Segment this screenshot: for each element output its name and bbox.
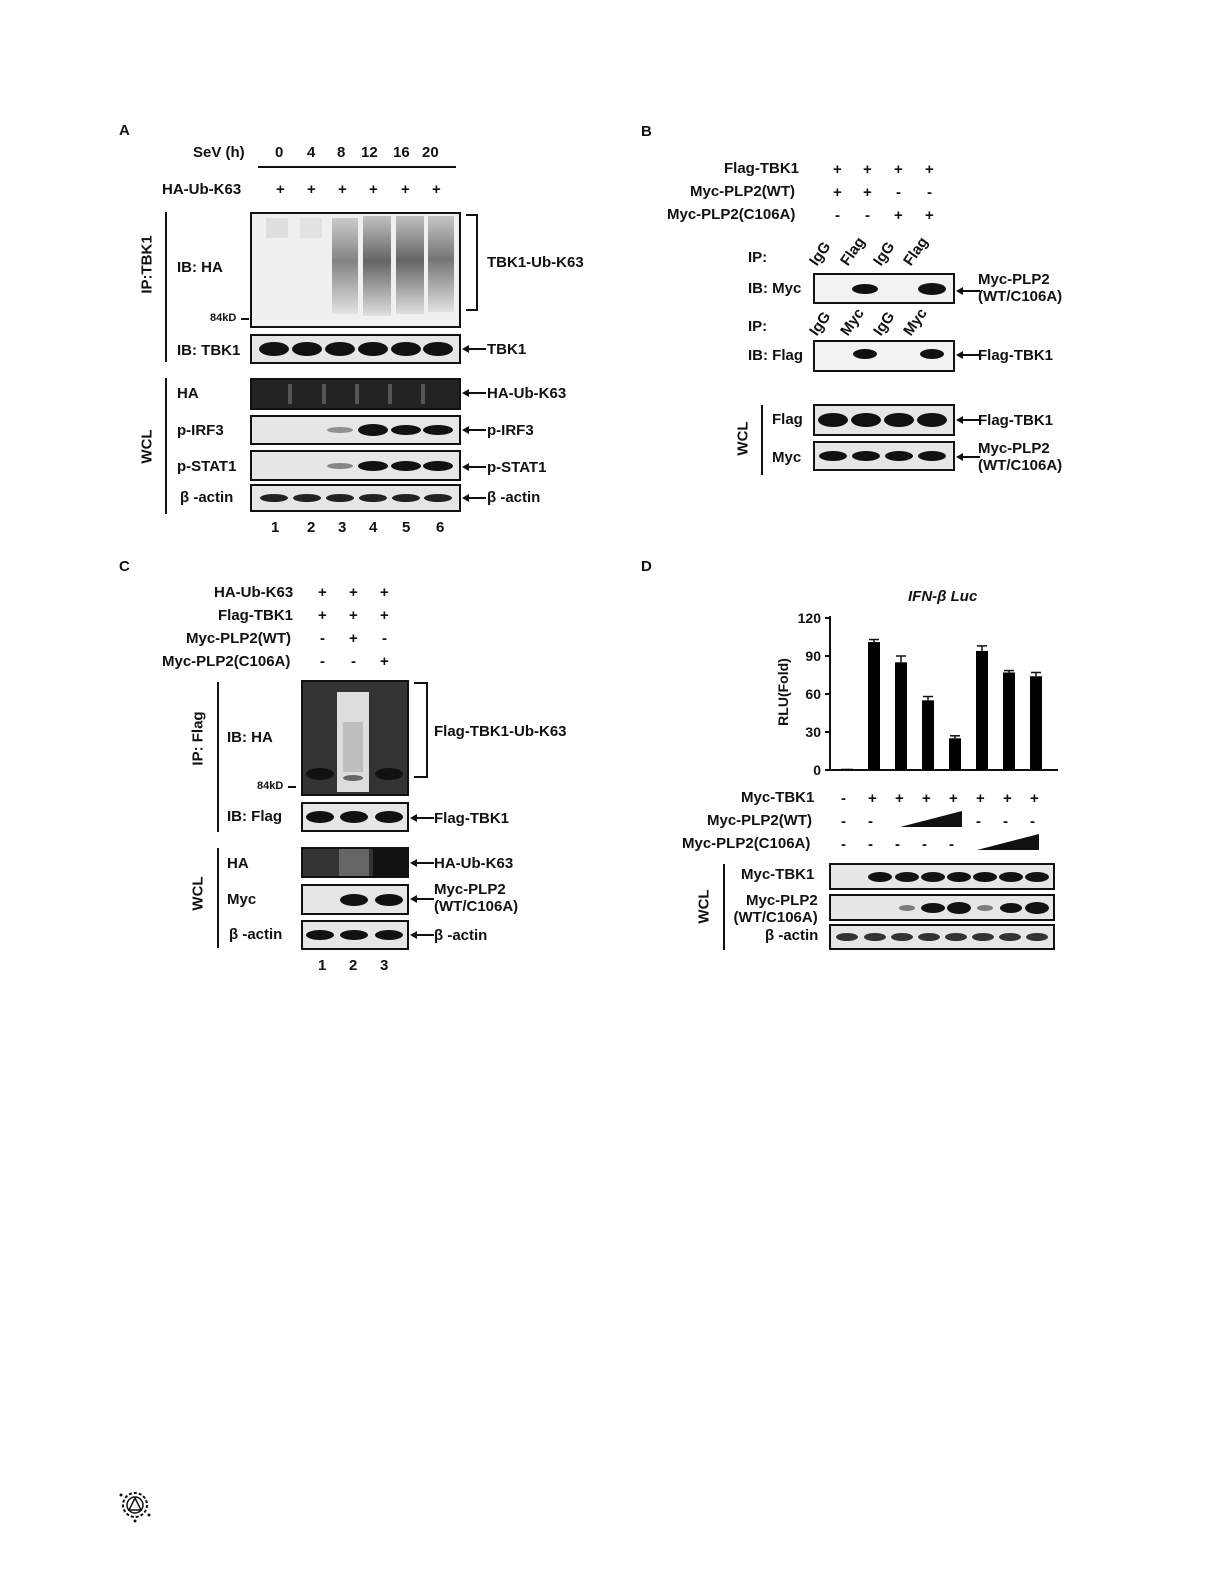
ip-divider <box>217 682 219 832</box>
bar <box>895 662 907 770</box>
lane-number: 1 <box>271 519 280 536</box>
smear-image <box>252 214 459 326</box>
plus-mark: + <box>401 181 410 198</box>
cond-mark: + <box>925 161 934 178</box>
ib-flag-blot <box>301 802 409 832</box>
arrow-icon <box>956 283 980 299</box>
wcl-flag-label: Flag <box>772 411 803 428</box>
ha-ub-cond-label: HA-Ub-K63 <box>214 584 294 601</box>
ib-ha-label: IB: HA <box>227 729 273 746</box>
plus-mark: + <box>369 181 378 198</box>
y-tick-label: 90 <box>805 648 821 664</box>
smear-image <box>303 682 407 794</box>
cond-mark: - <box>841 790 846 807</box>
cond-mark: + <box>976 790 985 807</box>
wcl-label: WCL <box>734 421 752 456</box>
cond-mark: - <box>896 184 901 201</box>
cond-mark: - <box>382 630 387 647</box>
actin-blot <box>250 484 461 512</box>
myc-plp2-wt-cond-label: Myc-PLP2(WT) <box>707 812 812 829</box>
tbk1-label: TBK1 <box>487 341 527 358</box>
sev-time: 0 <box>275 144 284 161</box>
actin-right-label: β -actin <box>487 489 541 506</box>
cond-mark: - <box>320 653 325 670</box>
marker-84kd: 84kD <box>210 312 237 324</box>
myc-plp2-c106a-cond-label: Myc-PLP2(C106A) <box>162 653 291 670</box>
cond-mark: - <box>1030 813 1035 830</box>
cond-mark: + <box>833 161 842 178</box>
ha-label: HA <box>227 855 249 872</box>
cond-mark: + <box>949 790 958 807</box>
ifn-luc-chart <box>790 605 1060 785</box>
myc-plp2-c106a-cond-label: Myc-PLP2(C106A) <box>682 835 811 852</box>
cond-mark: + <box>895 790 904 807</box>
lane-number: 3 <box>380 957 389 974</box>
ib-ha-label: IB: HA <box>177 259 223 276</box>
cond-mark: + <box>318 584 327 601</box>
cond-mark: + <box>349 630 358 647</box>
ip-lane-label: IgG <box>806 308 835 339</box>
p-irf3-right-label: p-IRF3 <box>487 422 534 439</box>
wcl-label: WCL <box>189 876 207 911</box>
cond-mark: - <box>835 207 840 224</box>
myc-plp2-wt-cond-label: Myc-PLP2(WT) <box>690 183 795 200</box>
lane-number: 6 <box>436 519 445 536</box>
wcl-label: WCL <box>138 429 156 464</box>
myc-plp2-wt-cond-label: Myc-PLP2(WT) <box>186 630 291 647</box>
lane-number: 4 <box>369 519 378 536</box>
ip-label: IP: <box>748 249 768 266</box>
journal-logo-icon <box>117 1487 153 1523</box>
lane-number: 1 <box>318 957 327 974</box>
myc-plp2-line1: Myc-PLP2 <box>746 892 818 909</box>
ha-label: HA <box>177 385 199 402</box>
myc-plp2-line2: (WT/C106A) <box>434 898 519 915</box>
myc-label: Myc <box>227 891 257 908</box>
actin-blot <box>301 920 409 950</box>
cond-mark: - <box>841 813 846 830</box>
ib-tbk1-label: IB: TBK1 <box>177 342 241 359</box>
p-stat1-label: p-STAT1 <box>177 458 237 475</box>
ip-flag-label: IP: Flag <box>189 711 207 766</box>
myc-tbk1-blot <box>829 863 1055 890</box>
ip-label-2: IP: <box>748 318 768 335</box>
myc-tbk1-cond-label: Myc-TBK1 <box>741 789 815 806</box>
ib-myc-label: IB: Myc <box>748 280 802 297</box>
arrow-icon <box>462 459 486 475</box>
ha-ub-label: HA-Ub-K63 <box>162 181 242 198</box>
lane-number: 3 <box>338 519 347 536</box>
bar <box>841 769 853 770</box>
myc-plp2-line2: (WT/C106A) <box>978 288 1063 305</box>
cond-mark: + <box>922 790 931 807</box>
panel-a-letter: A <box>119 122 130 139</box>
ip-lane-label: IgG <box>870 308 899 339</box>
marker-84kd: 84kD <box>257 780 284 792</box>
ip-lane-label: IgG <box>806 238 835 269</box>
arrow-icon <box>462 385 486 401</box>
lane-number: 2 <box>349 957 358 974</box>
cond-mark: - <box>976 813 981 830</box>
sev-time: 12 <box>361 144 378 161</box>
myc-blot <box>301 884 409 915</box>
arrow-icon <box>462 341 486 357</box>
myc-tbk1-blot-label: Myc-TBK1 <box>741 866 815 883</box>
cond-mark: + <box>863 161 872 178</box>
marker-tick <box>288 786 296 788</box>
flag-tbk1-cond-label: Flag-TBK1 <box>218 607 293 624</box>
lane-number: 2 <box>307 519 316 536</box>
cond-mark: - <box>1003 813 1008 830</box>
sev-underline <box>258 166 456 168</box>
cond-mark: + <box>318 607 327 624</box>
ib-flag-blot <box>813 340 955 372</box>
sev-time: 16 <box>393 144 410 161</box>
cond-mark: - <box>922 836 927 853</box>
myc-plp2-label <box>434 881 518 915</box>
myc-plp2-line2: (WT/C106A) <box>978 457 1063 474</box>
myc-plp2-line2: (WT/C106A) <box>733 909 818 926</box>
wcl-divider <box>217 848 219 948</box>
ha-ub-right-label: HA-Ub-K63 <box>487 385 567 402</box>
sev-time: 4 <box>307 144 316 161</box>
cond-mark: + <box>1030 790 1039 807</box>
panel-b-letter: B <box>641 123 652 140</box>
bar <box>1003 672 1015 770</box>
wcl-label: WCL <box>695 889 713 924</box>
cond-mark: - <box>841 836 846 853</box>
myc-plp2-line1: Myc-PLP2 <box>434 881 506 898</box>
plus-mark: + <box>307 181 316 198</box>
lane-number: 5 <box>402 519 411 536</box>
ip-lane-label: Myc <box>837 305 868 339</box>
wcl-myc-label: Myc <box>772 449 802 466</box>
plus-mark: + <box>276 181 285 198</box>
ip-lane-label: Flag <box>900 233 932 269</box>
sev-label: SeV (h) <box>193 144 245 161</box>
ip-lane-label: Flag <box>837 233 869 269</box>
y-tick-label: 60 <box>805 686 821 702</box>
flag-tbk1-cond-label: Flag-TBK1 <box>724 160 799 177</box>
cond-mark: + <box>868 790 877 807</box>
flag-tbk1-label: Flag-TBK1 <box>978 347 1053 364</box>
cond-mark: + <box>894 161 903 178</box>
cond-mark: + <box>894 207 903 224</box>
ib-myc-blot <box>813 273 955 304</box>
cond-mark: - <box>927 184 932 201</box>
myc-plp2-label <box>978 271 1062 305</box>
smear-bracket <box>466 214 478 311</box>
cond-mark: + <box>380 653 389 670</box>
p-stat1-right-label: p-STAT1 <box>487 459 547 476</box>
wcl-myc-blot <box>813 441 955 471</box>
arrow-icon <box>410 810 434 826</box>
ha-blot <box>250 378 461 410</box>
arrow-icon <box>462 422 486 438</box>
cond-mark: + <box>349 607 358 624</box>
p-stat1-blot <box>250 450 461 481</box>
arrow-icon <box>410 855 434 871</box>
myc-plp2-blot-label <box>733 892 818 926</box>
panel-c-letter: C <box>119 558 130 575</box>
ip-tbk1-label: IP:TBK1 <box>138 235 156 294</box>
myc-plp2-blot <box>829 894 1055 921</box>
cond-mark: - <box>868 836 873 853</box>
actin-label: β -actin <box>180 489 234 506</box>
arrow-icon <box>956 412 980 428</box>
ip-divider <box>165 212 167 362</box>
wcl-flag-blot <box>813 404 955 436</box>
smear-bracket <box>414 682 428 778</box>
ha-ub-right-label: HA-Ub-K63 <box>434 855 514 872</box>
bar <box>976 651 988 770</box>
cond-mark: - <box>868 813 873 830</box>
cond-mark: + <box>380 584 389 601</box>
myc-plp2-line1: Myc-PLP2 <box>978 271 1050 288</box>
cond-mark: + <box>833 184 842 201</box>
sev-time: 8 <box>337 144 346 161</box>
y-tick-label: 30 <box>805 724 821 740</box>
wcl-divider <box>165 378 167 514</box>
bar <box>949 738 961 770</box>
plus-mark: + <box>432 181 441 198</box>
arrow-icon <box>956 347 980 363</box>
arrow-icon <box>462 490 486 506</box>
cond-mark: + <box>925 207 934 224</box>
flag-tbk1-ub-label: Flag-TBK1-Ub-K63 <box>434 723 567 740</box>
cond-mark: - <box>320 630 325 647</box>
actin-blot-label: β -actin <box>765 927 819 944</box>
actin-right-label: β -actin <box>434 927 488 944</box>
bar <box>868 642 880 770</box>
arrow-icon <box>956 449 980 465</box>
p-irf3-label: p-IRF3 <box>177 422 224 439</box>
flag-tbk1-label: Flag-TBK1 <box>434 810 509 827</box>
plus-mark: + <box>338 181 347 198</box>
ib-flag-label: IB: Flag <box>748 347 803 364</box>
ib-flag-label: IB: Flag <box>227 808 282 825</box>
c106a-dose-wedge <box>977 834 1039 852</box>
tbk1-ub-label: TBK1-Ub-K63 <box>487 254 584 271</box>
chart-ylabel: RLU(Fold) <box>775 658 791 726</box>
cond-mark: - <box>351 653 356 670</box>
y-tick-label: 120 <box>797 610 821 626</box>
cond-mark: - <box>949 836 954 853</box>
cond-mark: + <box>863 184 872 201</box>
tbk1-blot <box>250 334 461 364</box>
cond-mark: + <box>349 584 358 601</box>
panel-d-letter: D <box>641 558 652 575</box>
marker-tick <box>241 318 249 320</box>
cond-mark: + <box>1003 790 1012 807</box>
arrow-icon <box>410 927 434 943</box>
y-tick-label: 0 <box>813 762 821 778</box>
p-irf3-blot <box>250 415 461 445</box>
wcl-myc-plp2-label <box>978 440 1062 474</box>
bar <box>922 700 934 770</box>
actin-label: β -actin <box>229 926 283 943</box>
ha-smear-blot <box>301 680 409 796</box>
arrow-icon <box>410 891 434 907</box>
sev-time: 20 <box>422 144 439 161</box>
cond-mark: - <box>865 207 870 224</box>
wcl-divider <box>723 864 725 950</box>
wcl-flag-tbk1-label: Flag-TBK1 <box>978 412 1053 429</box>
ha-smear-blot <box>250 212 461 328</box>
cond-mark: + <box>380 607 389 624</box>
actin-blot <box>829 924 1055 950</box>
wt-dose-wedge <box>900 811 962 829</box>
ha-blot <box>301 847 409 878</box>
bar <box>1030 676 1042 770</box>
myc-plp2-line1: Myc-PLP2 <box>978 440 1050 457</box>
chart-title: IFN-β Luc <box>908 588 978 605</box>
wcl-divider <box>761 405 763 475</box>
myc-plp2-c106a-cond-label: Myc-PLP2(C106A) <box>667 206 796 223</box>
ip-lane-label: IgG <box>870 238 899 269</box>
cond-mark: - <box>895 836 900 853</box>
ip-lane-label: Myc <box>900 305 931 339</box>
